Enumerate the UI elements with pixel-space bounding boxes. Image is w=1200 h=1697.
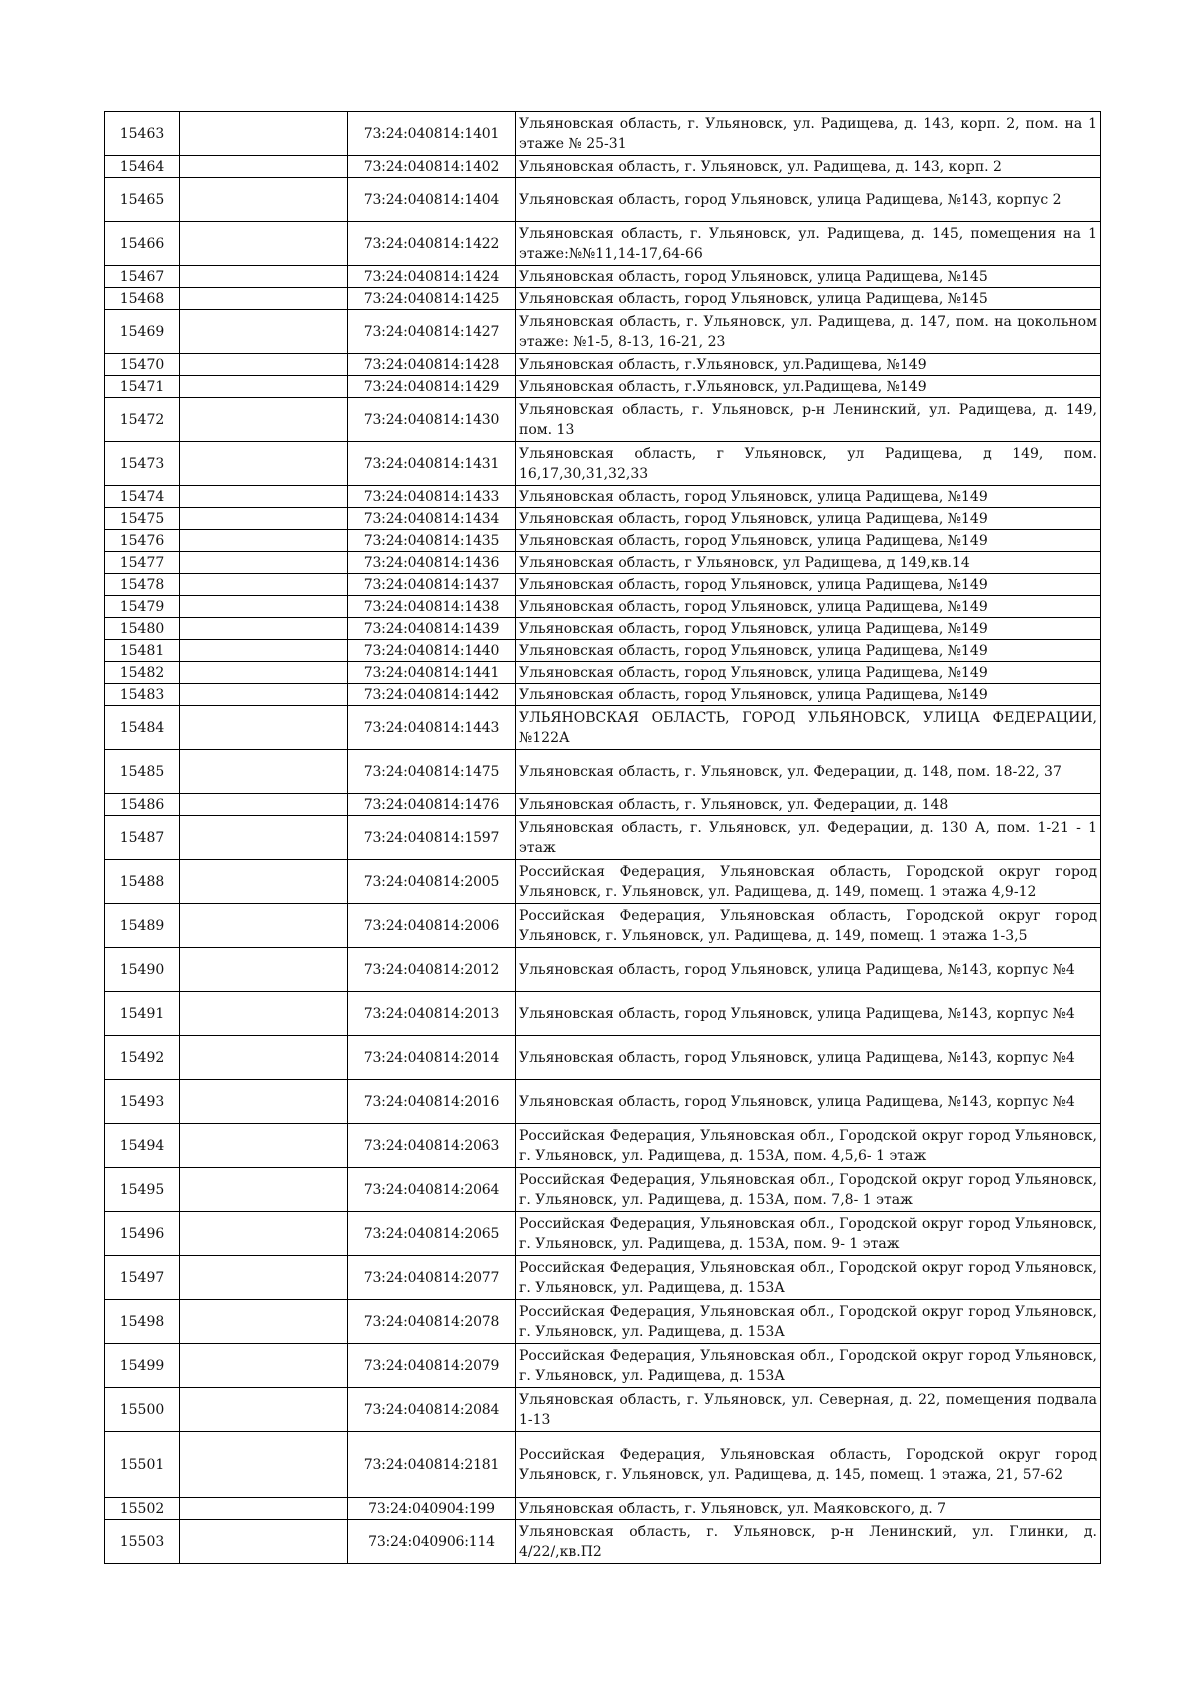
row-number: 15488: [105, 860, 180, 904]
row-number: 15481: [105, 640, 180, 662]
row-number: 15502: [105, 1498, 180, 1520]
cadastral-number: 73:24:040814:2064: [348, 1168, 516, 1212]
cadastral-number: 73:24:040814:2078: [348, 1300, 516, 1344]
empty-cell: [180, 1344, 348, 1388]
cadastral-number: 73:24:040814:2181: [348, 1432, 516, 1498]
address: Ульяновская область, г. Ульяновск, ул. Радищева, д. 145, помещения на 1 этаже:№№11,14-17,64-66: [516, 222, 1101, 266]
table-row: [105, 1080, 1101, 1124]
cadastral-number: 73:24:040814:1422: [348, 222, 516, 266]
row-number: 15466: [105, 222, 180, 266]
row-number: 15468: [105, 288, 180, 310]
row-number: 15483: [105, 684, 180, 706]
table-row: [105, 354, 1101, 376]
empty-cell: [180, 442, 348, 486]
cadastral-number: 73:24:040814:1476: [348, 794, 516, 816]
table-row: [105, 596, 1101, 618]
address: Российская Федерация, Ульяновская область, Городской округ город Ульяновск, г. Ульяновск, ул. Радищева, д. 149, помещ. 1 этажа 4,9-12: [516, 860, 1101, 904]
empty-cell: [180, 860, 348, 904]
empty-cell: [180, 552, 348, 574]
cadastral-number: 73:24:040814:1439: [348, 618, 516, 640]
empty-cell: [180, 1212, 348, 1256]
address: Ульяновская область, г.Ульяновск, ул.Радищева, №149: [516, 354, 1101, 376]
address: Ульяновская область, город Ульяновск, улица Радищева, №149: [516, 684, 1101, 706]
row-number: 15500: [105, 1388, 180, 1432]
address: Ульяновская область, город Ульяновск, улица Радищева, №149: [516, 530, 1101, 552]
cadastral-number: 73:24:040814:2012: [348, 948, 516, 992]
table-row: [105, 750, 1101, 794]
empty-cell: [180, 1520, 348, 1564]
row-number: 15464: [105, 156, 180, 178]
address: Ульяновская область, г. Ульяновск, ул. Маяковского, д. 7: [516, 1498, 1101, 1520]
address: Российская Федерация, Ульяновская обл., Городской округ город Ульяновск, г. Ульяновск, ул. Радищева, д. 153А, пом. 9- 1 этаж: [516, 1212, 1101, 1256]
table-row: [105, 816, 1101, 860]
address: Ульяновская область, г. Ульяновск, р-н Ленинский, ул. Глинки, д. 4/22/,кв.П2: [516, 1520, 1101, 1564]
row-number: 15476: [105, 530, 180, 552]
cadastral-number: 73:24:040814:1404: [348, 178, 516, 222]
cadastral-number: 73:24:040814:1443: [348, 706, 516, 750]
row-number: 15472: [105, 398, 180, 442]
table-row: [105, 860, 1101, 904]
table-row: [105, 1036, 1101, 1080]
address: Ульяновская область, город Ульяновск, улица Радищева, №149: [516, 508, 1101, 530]
address: Ульяновская область, г.Ульяновск, ул.Радищева, №149: [516, 376, 1101, 398]
cadastral-number: 73:24:040814:2006: [348, 904, 516, 948]
cadastral-number: 73:24:040814:1440: [348, 640, 516, 662]
row-number: 15497: [105, 1256, 180, 1300]
row-number: 15486: [105, 794, 180, 816]
cadastral-number: 73:24:040904:199: [348, 1498, 516, 1520]
table-row: [105, 1300, 1101, 1344]
empty-cell: [180, 1256, 348, 1300]
row-number: 15485: [105, 750, 180, 794]
table-row: [105, 794, 1101, 816]
row-number: 15467: [105, 266, 180, 288]
address: Ульяновская область, г. Ульяновск, ул. Радищева, д. 143, корп. 2, пом. на 1 этаже № 25-31: [516, 112, 1101, 156]
table-row: [105, 112, 1101, 156]
empty-cell: [180, 1036, 348, 1080]
empty-cell: [180, 486, 348, 508]
cadastral-number: 73:24:040814:1429: [348, 376, 516, 398]
cadastral-number: 73:24:040814:2084: [348, 1388, 516, 1432]
empty-cell: [180, 904, 348, 948]
empty-cell: [180, 816, 348, 860]
cadastral-number: 73:24:040906:114: [348, 1520, 516, 1564]
empty-cell: [180, 684, 348, 706]
row-number: 15501: [105, 1432, 180, 1498]
row-number: 15463: [105, 112, 180, 156]
empty-cell: [180, 596, 348, 618]
row-number: 15499: [105, 1344, 180, 1388]
address: Ульяновская область, город Ульяновск, улица Радищева, №143, корпус №4: [516, 1036, 1101, 1080]
row-number: 15465: [105, 178, 180, 222]
cadastral-number: 73:24:040814:2065: [348, 1212, 516, 1256]
address: Российская Федерация, Ульяновская область, Городской округ город Ульяновск, г. Ульяновск, ул. Радищева, д. 149, помещ. 1 этажа 1-3,5: [516, 904, 1101, 948]
address: Ульяновская область, город Ульяновск, улица Радищева, №149: [516, 662, 1101, 684]
empty-cell: [180, 112, 348, 156]
table-row: [105, 222, 1101, 266]
empty-cell: [180, 1300, 348, 1344]
row-number: 15493: [105, 1080, 180, 1124]
empty-cell: [180, 1432, 348, 1498]
empty-cell: [180, 178, 348, 222]
address: Ульяновская область, город Ульяновск, улица Радищева, №143, корпус №4: [516, 992, 1101, 1036]
address: Ульяновская область, г. Ульяновск, ул. Федерации, д. 130 А, пом. 1-21 - 1 этаж: [516, 816, 1101, 860]
table-row: [105, 706, 1101, 750]
row-number: 15490: [105, 948, 180, 992]
table-row: [105, 1344, 1101, 1388]
empty-cell: [180, 992, 348, 1036]
table-row: [105, 266, 1101, 288]
address: Российская Федерация, Ульяновская обл., Городской округ город Ульяновск, г. Ульяновск, ул. Радищева, д. 153А, пом. 7,8- 1 этаж: [516, 1168, 1101, 1212]
cadastral-number: 73:24:040814:2079: [348, 1344, 516, 1388]
empty-cell: [180, 948, 348, 992]
cadastral-number: 73:24:040814:2063: [348, 1124, 516, 1168]
row-number: 15470: [105, 354, 180, 376]
table-row: [105, 618, 1101, 640]
address: Российская Федерация, Ульяновская обл., Городской округ город Ульяновск, г. Ульяновск, ул. Радищева, д. 153А: [516, 1344, 1101, 1388]
table-row: [105, 508, 1101, 530]
empty-cell: [180, 354, 348, 376]
empty-cell: [180, 398, 348, 442]
cadastral-number: 73:24:040814:1442: [348, 684, 516, 706]
row-number: 15489: [105, 904, 180, 948]
empty-cell: [180, 508, 348, 530]
cadastral-number: 73:24:040814:1435: [348, 530, 516, 552]
cadastral-number: 73:24:040814:1424: [348, 266, 516, 288]
address: Ульяновская область, город Ульяновск, улица Радищева, №149: [516, 618, 1101, 640]
cadastral-number: 73:24:040814:1434: [348, 508, 516, 530]
row-number: 15492: [105, 1036, 180, 1080]
address: Ульяновская область, г. Ульяновск, р-н Ленинский, ул. Радищева, д. 149, пом. 13: [516, 398, 1101, 442]
empty-cell: [180, 1080, 348, 1124]
cadastral-number: 73:24:040814:2005: [348, 860, 516, 904]
cadastral-number: 73:24:040814:1441: [348, 662, 516, 684]
empty-cell: [180, 1124, 348, 1168]
cadastral-number: 73:24:040814:2014: [348, 1036, 516, 1080]
row-number: 15491: [105, 992, 180, 1036]
cadastral-number: 73:24:040814:2077: [348, 1256, 516, 1300]
table-row: [105, 1432, 1101, 1498]
address: Ульяновская область, г Ульяновск, ул Радищева, д 149,кв.14: [516, 552, 1101, 574]
row-number: 15495: [105, 1168, 180, 1212]
address: Ульяновская область, город Ульяновск, улица Радищева, №149: [516, 596, 1101, 618]
address: Российская Федерация, Ульяновская обл., Городской округ город Ульяновск, г. Ульяновск, ул. Радищева, д. 153А, пом. 4,5,6- 1 этаж: [516, 1124, 1101, 1168]
table-row: [105, 1124, 1101, 1168]
table-row: [105, 992, 1101, 1036]
row-number: 15479: [105, 596, 180, 618]
table-row: [105, 1498, 1101, 1520]
row-number: 15480: [105, 618, 180, 640]
registry-table: [104, 111, 1101, 1564]
empty-cell: [180, 266, 348, 288]
table-row: [105, 310, 1101, 354]
empty-cell: [180, 288, 348, 310]
cadastral-number: 73:24:040814:1436: [348, 552, 516, 574]
empty-cell: [180, 574, 348, 596]
table-row: [105, 486, 1101, 508]
address: Российская Федерация, Ульяновская обл., Городской округ город Ульяновск, г. Ульяновск, ул. Радищева, д. 153А: [516, 1300, 1101, 1344]
row-number: 15482: [105, 662, 180, 684]
address: Ульяновская область, город Ульяновск, улица Радищева, №143, корпус №4: [516, 1080, 1101, 1124]
empty-cell: [180, 376, 348, 398]
address: Ульяновская область, город Ульяновск, улица Радищева, №145: [516, 288, 1101, 310]
row-number: 15469: [105, 310, 180, 354]
address: Ульяновская область, г Ульяновск, ул Радищева, д 149, пом. 16,17,30,31,32,33: [516, 442, 1101, 486]
address: Ульяновская область, город Ульяновск, улица Радищева, №149: [516, 574, 1101, 596]
address: Ульяновская область, г. Ульяновск, ул. Федерации, д. 148: [516, 794, 1101, 816]
address: Ульяновская область, город Ульяновск, улица Радищева, №145: [516, 266, 1101, 288]
table-row: [105, 1388, 1101, 1432]
table-row: [105, 662, 1101, 684]
address: Ульяновская область, г. Ульяновск, ул. Северная, д. 22, помещения подвала 1-13: [516, 1388, 1101, 1432]
address: Ульяновская область, город Ульяновск, улица Радищева, №143, корпус 2: [516, 178, 1101, 222]
row-number: 15471: [105, 376, 180, 398]
address: Ульяновская область, город Ульяновск, улица Радищева, №143, корпус №4: [516, 948, 1101, 992]
table-row: [105, 288, 1101, 310]
address: УЛЬЯНОВСКАЯ ОБЛАСТЬ, ГОРОД УЛЬЯНОВСК, УЛИЦА ФЕДЕРАЦИИ, №122А: [516, 706, 1101, 750]
cadastral-number: 73:24:040814:1437: [348, 574, 516, 596]
row-number: 15484: [105, 706, 180, 750]
empty-cell: [180, 640, 348, 662]
table-row: [105, 398, 1101, 442]
cadastral-number: 73:24:040814:1401: [348, 112, 516, 156]
table-row: [105, 376, 1101, 398]
row-number: 15496: [105, 1212, 180, 1256]
cadastral-number: 73:24:040814:1431: [348, 442, 516, 486]
address: Ульяновская область, г. Ульяновск, ул. Федерации, д. 148, пом. 18-22, 37: [516, 750, 1101, 794]
empty-cell: [180, 662, 348, 684]
cadastral-number: 73:24:040814:1428: [348, 354, 516, 376]
table-row: [105, 1256, 1101, 1300]
table-row: [105, 948, 1101, 992]
row-number: 15477: [105, 552, 180, 574]
empty-cell: [180, 794, 348, 816]
table-row: [105, 178, 1101, 222]
empty-cell: [180, 156, 348, 178]
cadastral-number: 73:24:040814:2013: [348, 992, 516, 1036]
row-number: 15474: [105, 486, 180, 508]
table-row: [105, 1212, 1101, 1256]
table-row: [105, 684, 1101, 706]
row-number: 15475: [105, 508, 180, 530]
cadastral-number: 73:24:040814:1427: [348, 310, 516, 354]
empty-cell: [180, 706, 348, 750]
table-row: [105, 640, 1101, 662]
table-row: [105, 1520, 1101, 1564]
cadastral-number: 73:24:040814:1425: [348, 288, 516, 310]
empty-cell: [180, 222, 348, 266]
empty-cell: [180, 1498, 348, 1520]
address: Ульяновская область, город Ульяновск, улица Радищева, №149: [516, 486, 1101, 508]
cadastral-number: 73:24:040814:2016: [348, 1080, 516, 1124]
cadastral-number: 73:24:040814:1433: [348, 486, 516, 508]
table-row: [105, 442, 1101, 486]
empty-cell: [180, 1388, 348, 1432]
cadastral-number: 73:24:040814:1475: [348, 750, 516, 794]
row-number: 15494: [105, 1124, 180, 1168]
table-row: [105, 530, 1101, 552]
table-row: [105, 574, 1101, 596]
address: Ульяновская область, г. Ульяновск, ул. Радищева, д. 147, пом. на цокольном этаже: №1-5, 8-13, 16-21, 23: [516, 310, 1101, 354]
row-number: 15478: [105, 574, 180, 596]
empty-cell: [180, 750, 348, 794]
row-number: 15473: [105, 442, 180, 486]
table-row: [105, 1168, 1101, 1212]
empty-cell: [180, 618, 348, 640]
cadastral-number: 73:24:040814:1438: [348, 596, 516, 618]
address: Российская Федерация, Ульяновская обл., Городской округ город Ульяновск, г. Ульяновск, ул. Радищева, д. 153А: [516, 1256, 1101, 1300]
empty-cell: [180, 1168, 348, 1212]
row-number: 15487: [105, 816, 180, 860]
cadastral-number: 73:24:040814:1402: [348, 156, 516, 178]
table-row: [105, 904, 1101, 948]
cadastral-number: 73:24:040814:1430: [348, 398, 516, 442]
row-number: 15498: [105, 1300, 180, 1344]
address: Ульяновская область, г. Ульяновск, ул. Радищева, д. 143, корп. 2: [516, 156, 1101, 178]
address: Ульяновская область, город Ульяновск, улица Радищева, №149: [516, 640, 1101, 662]
empty-cell: [180, 310, 348, 354]
table-row: [105, 156, 1101, 178]
registry-table-body: [105, 112, 1101, 1564]
cadastral-number: 73:24:040814:1597: [348, 816, 516, 860]
address: Российская Федерация, Ульяновская область, Городской округ город Ульяновск, г. Ульяновск, ул. Радищева, д. 145, помещ. 1 этажа, 21, 57-62: [516, 1432, 1101, 1498]
empty-cell: [180, 530, 348, 552]
row-number: 15503: [105, 1520, 180, 1564]
table-row: [105, 552, 1101, 574]
